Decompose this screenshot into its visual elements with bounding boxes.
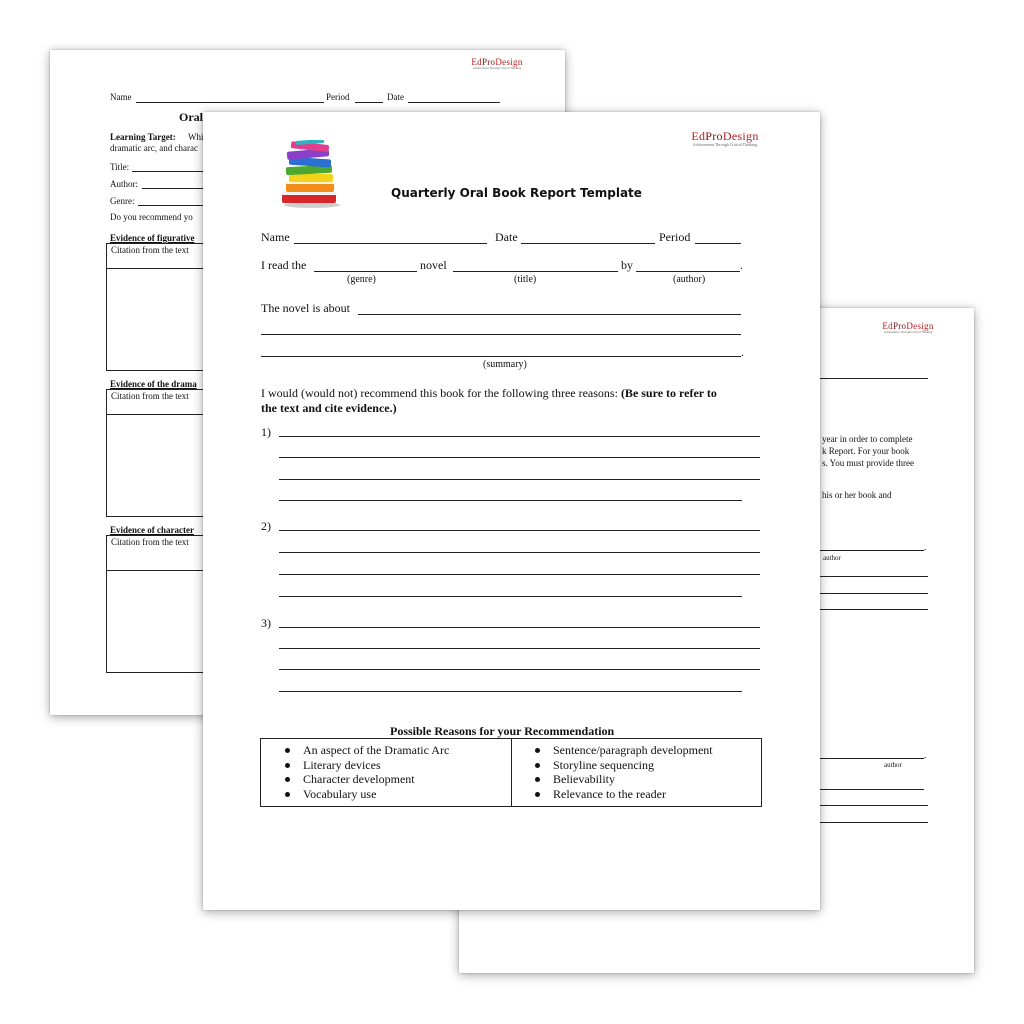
reason-1-line[interactable] — [279, 436, 760, 437]
name-line[interactable] — [136, 102, 324, 103]
author-caption: author — [884, 761, 902, 769]
list-item: Character development — [261, 772, 449, 787]
summary-line[interactable] — [358, 314, 741, 315]
answer-line[interactable] — [820, 609, 928, 610]
date-label: Date — [387, 92, 404, 102]
line-end-period: . — [924, 750, 927, 760]
instructions-line-3: s. You must provide three — [822, 458, 914, 468]
column-header: Citation from the text — [111, 537, 189, 547]
reasons-list-left — [261, 743, 449, 801]
list-item: Relevance to the reader — [511, 787, 713, 802]
date-label: Date — [495, 230, 518, 244]
title-label: Title: — [110, 162, 130, 172]
edprodesign-logo: EdProDesign Achievement Through Critical Thinking — [471, 57, 523, 70]
recommend-prompt-line2: the text and cite evidence.) — [261, 401, 397, 415]
evidence-table-dramatic-arc — [106, 389, 208, 517]
instructions-line-4: his or her book and — [822, 490, 892, 500]
recommend-question: Do you recommend yo — [110, 212, 193, 222]
name-line[interactable] — [294, 243, 487, 244]
genre-line[interactable] — [314, 271, 417, 272]
learning-target-text-line2: dramatic arc, and charac — [110, 143, 198, 153]
instructions-line-2: k Report. For your book — [822, 446, 910, 456]
reason-3-line[interactable] — [279, 691, 742, 692]
header-line[interactable] — [820, 378, 928, 379]
author-caption: (author) — [673, 274, 706, 285]
reasons-list-right — [511, 743, 713, 801]
list-item: An aspect of the Dramatic Arc — [261, 743, 449, 758]
line-end-period: . — [924, 542, 927, 552]
author-label: Author: — [110, 179, 138, 189]
date-line[interactable] — [408, 102, 500, 103]
period-line[interactable] — [355, 102, 383, 103]
title-line[interactable] — [453, 271, 618, 272]
title-line[interactable] — [132, 171, 207, 172]
page-title: Quarterly Oral Book Report Template — [391, 186, 642, 200]
reason-3-line[interactable] — [279, 627, 760, 628]
list-item: Sentence/paragraph development — [511, 743, 713, 758]
period-line[interactable] — [695, 243, 741, 244]
read-prefix: I read the — [261, 258, 307, 272]
list-item: Storyline sequencing — [511, 758, 713, 773]
reasons-heading: Possible Reasons for your Recommendation — [390, 724, 615, 738]
name-label: Name — [110, 92, 132, 102]
name-label: Name — [261, 230, 290, 244]
column-header: Citation from the text — [111, 245, 189, 255]
author-caption: author — [823, 554, 841, 562]
reasons-table — [260, 738, 762, 807]
answer-line[interactable] — [820, 593, 928, 594]
section-heading-dramatic-arc: Evidence of the drama — [110, 379, 197, 389]
title-caption: (title) — [514, 274, 537, 285]
genre-caption: (genre) — [347, 274, 376, 285]
novel-about-label: The novel is about — [261, 301, 350, 315]
edprodesign-logo: EdProDesign Achievement Through Critical Thinking — [691, 129, 759, 147]
summary-caption: (summary) — [483, 359, 527, 370]
page-title-fragment: Oral — [179, 110, 203, 124]
period-label: Period — [659, 230, 691, 244]
answer-line[interactable] — [820, 805, 928, 806]
summary-line[interactable] — [261, 334, 741, 335]
edprodesign-logo: EdProDesign Achievement Through Critical Thinking — [882, 321, 934, 334]
reason-2-line[interactable] — [279, 596, 742, 597]
reason-3-line[interactable] — [279, 669, 760, 670]
author-line[interactable] — [636, 271, 740, 272]
instructions-line-1: year in order to complete — [822, 434, 913, 444]
answer-line[interactable] — [820, 789, 924, 790]
reason-number-3: 3) — [261, 616, 271, 630]
period-label: Period — [326, 92, 350, 102]
reason-1-line[interactable] — [279, 479, 760, 480]
author-line[interactable] — [142, 188, 207, 189]
answer-line[interactable] — [820, 822, 928, 823]
reason-1-line[interactable] — [279, 500, 742, 501]
learning-target-text: Whi — [188, 132, 204, 142]
date-line[interactable] — [521, 243, 655, 244]
reason-2-line[interactable] — [279, 552, 760, 553]
answer-line[interactable] — [820, 576, 928, 577]
worksheet-page-front — [203, 112, 820, 910]
column-header: Citation from the text — [111, 391, 189, 401]
reason-2-line[interactable] — [279, 574, 760, 575]
reason-2-line[interactable] — [279, 530, 760, 531]
reason-number-1: 1) — [261, 425, 271, 439]
reason-1-line[interactable] — [279, 457, 760, 458]
section-heading-character: Evidence of character — [110, 525, 194, 535]
list-item: Vocabulary use — [261, 787, 449, 802]
list-item: Literary devices — [261, 758, 449, 773]
evidence-table-character — [106, 535, 208, 673]
list-item: Believability — [511, 772, 713, 787]
book-stack-icon — [279, 140, 343, 208]
author-line[interactable] — [820, 550, 924, 551]
learning-target-label: Learning Target: — [110, 132, 176, 142]
by-word: by — [621, 258, 633, 272]
summary-period: . — [741, 345, 744, 359]
reason-number-2: 2) — [261, 519, 271, 533]
evidence-table-figurative — [106, 243, 208, 371]
recommend-prompt: I would (would not) recommend this book for the following three reasons: (Be sure to refer to — [261, 386, 717, 400]
genre-label: Genre: — [110, 196, 135, 206]
genre-line[interactable] — [138, 205, 207, 206]
novel-word: novel — [420, 258, 447, 272]
author-line[interactable] — [820, 758, 924, 759]
summary-line[interactable] — [261, 356, 741, 357]
reason-3-line[interactable] — [279, 648, 760, 649]
sentence-period: . — [740, 258, 743, 272]
section-heading-figurative: Evidence of figurative — [110, 233, 195, 243]
